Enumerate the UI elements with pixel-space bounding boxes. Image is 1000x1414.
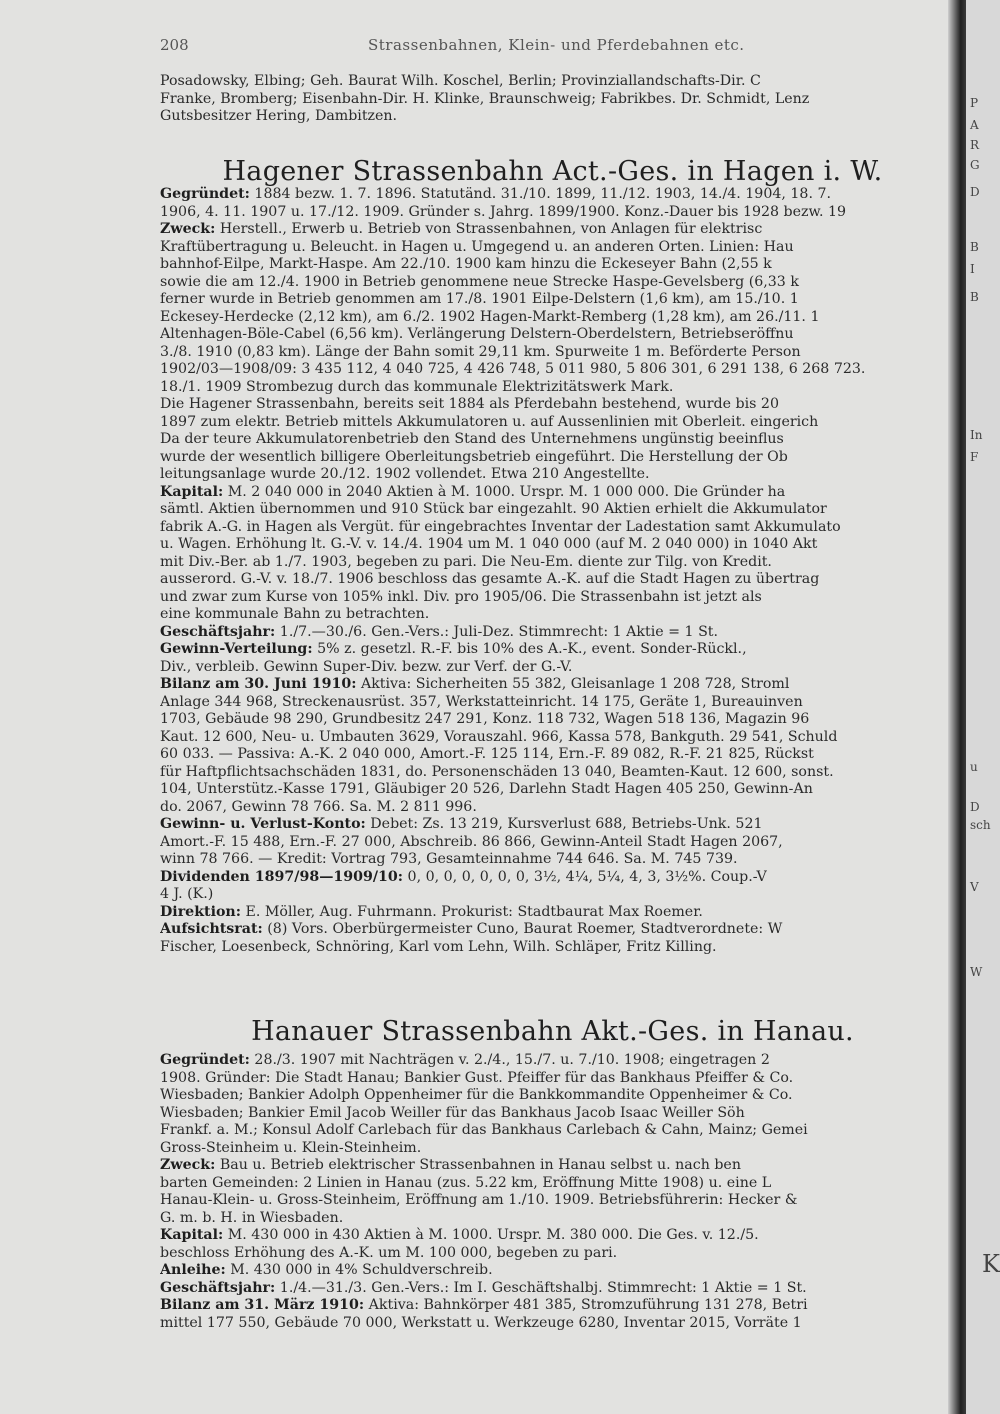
entry-text: do. 2067, Gewinn 78 766. Sa. M. 2 811 996. — [160, 798, 477, 815]
entry-line — [160, 431, 945, 449]
entry-text: Gross-Steinheim u. Klein-Steinheim. — [160, 1139, 422, 1156]
entry-line — [160, 274, 945, 292]
margin-fragment: u — [970, 760, 978, 774]
entry-text: 28./3. 1907 mit Nachträgen v. 2./4., 15./7. u. 7./10. 1908; eingetragen 2 — [249, 1052, 770, 1068]
entry-line — [160, 1315, 945, 1333]
margin-fragment: B — [970, 290, 979, 304]
entry-text: leitungsanlage wurde 20./12. 1902 vollendet. Etwa 210 Angestellte. — [160, 466, 650, 482]
entry-label: Dividenden 1897/98—1909/10: — [160, 868, 404, 885]
entry-text: G. m. b. H. in Wiesbaden. — [160, 1209, 344, 1226]
margin-fragment: A — [970, 118, 979, 132]
entry-text: und zwar zum Kurse von 105% inkl. Div. pro 1905/06. Die Strassenbahn ist jetzt als — [160, 588, 762, 605]
entry-text: Aktiva: Sicherheiten 55 382, Gleisanlage 1 208 728, Stroml — [356, 676, 790, 692]
entry-label: Gegründet: — [160, 1052, 250, 1068]
entry-line — [160, 1157, 945, 1175]
entry-label: Bilanz am 30. Juni 1910: — [160, 676, 357, 692]
entry-text: ferner wurde in Betrieb genommen am 17./8. 1901 Eilpe-Delstern (1,6 km), am 15./10. 1 — [160, 291, 799, 307]
entry-line — [160, 256, 945, 274]
entry-text: E. Möller, Aug. Fuhrmann. Prokurist: Stadtbaurat Max Roemer. — [240, 903, 703, 920]
entry-text: 3./8. 1910 (0,83 km). Länge der Bahn somit 29,11 km. Spurweite 1 m. Beförderte Person — [160, 343, 801, 360]
entry-text: 1908. Gründer: Die Stadt Hanau; Bankier Gust. Pfeiffer für das Bankhaus Pfeiffer & Co. — [160, 1069, 794, 1086]
entry-line — [160, 746, 945, 764]
entry-text: M. 2 040 000 in 2040 Aktien à M. 1000. Urspr. M. 1 000 000. Die Gründer ha — [223, 483, 786, 500]
entry-text: Hanau-Klein- u. Gross-Steinheim, Eröffnung am 1./10. 1909. Betriebsführerin: Hecker & — [160, 1192, 798, 1208]
entry-text: Wiesbaden; Bankier Adolph Oppenheimer für die Bankkommandite Oppenheimer & Co. — [160, 1087, 793, 1103]
entry-label: Zweck: — [160, 221, 216, 237]
entry-text: Altenhagen-Böle-Cabel (6,56 km). Verlängerung Delstern-Oberdelstern, Betriebseröffnu — [160, 326, 794, 342]
entry-text: 60 033. — Passiva: A.-K. 2 040 000, Amort.-F. 125 114, Ern.-F. 89 082, R.-F. 21 825, Rückst — [160, 746, 814, 762]
entry-text: 1906, 4. 11. 1907 u. 17./12. 1909. Gründer s. Jahrg. 1899/1900. Konz.-Dauer bis 1928 bezw. 19 — [160, 203, 847, 220]
entry-text: Div., verbleib. Gewinn Super-Div. bezw. zur Verf. der G.-V. — [160, 658, 573, 675]
entry-line — [160, 676, 945, 694]
entry-text: Wiesbaden; Bankier Emil Jacob Weiller für das Bankhaus Jacob Isaac Weiller Söh — [160, 1104, 745, 1121]
entry-label: Direktion: — [160, 903, 241, 920]
company-entry-hagen — [160, 186, 945, 956]
margin-fragment: In — [970, 428, 983, 442]
entry-line — [160, 606, 945, 624]
entry-line — [160, 1227, 945, 1245]
company-heading-hagen: Hagener Strassenbahn Act.-Ges. in Hagen i. W. — [222, 156, 883, 187]
entry-line — [160, 571, 945, 589]
entry-line — [160, 519, 945, 537]
entry-line — [160, 186, 945, 204]
entry-line — [160, 396, 945, 414]
margin-fragment: I — [970, 262, 975, 276]
entry-line — [160, 1192, 945, 1210]
entry-line — [160, 1140, 945, 1158]
entry-label: Aufsichtsrat: — [160, 921, 263, 937]
intro-paragraph — [160, 73, 945, 126]
entry-text: 1902/03—1908/09: 3 435 112, 4 040 725, 4 426 748, 5 011 980, 5 806 301, 6 291 138, 6 268 723. — [160, 361, 866, 377]
entry-line — [160, 1262, 945, 1280]
entry-line — [160, 1070, 945, 1088]
entry-text: 0, 0, 0, 0, 0, 0, 0, 3½, 4¼, 5¼, 4, 3, 3½%. Coup.-V — [403, 868, 767, 885]
entry-text: 4 J. (K.) — [160, 886, 214, 902]
entry-text: Fischer, Loesenbeck, Schnöring, Karl vom Lehn, Wilh. Schläper, Fritz Killing. — [160, 938, 717, 955]
entry-line — [160, 326, 945, 344]
entry-text: mit Div.-Ber. ab 1./7. 1903, begeben zu pari. Die Neu-Em. diente zur Tilg. von Kredit. — [160, 553, 772, 570]
margin-fragment: W — [970, 965, 983, 979]
entry-line — [160, 694, 945, 712]
entry-text: wurde der wesentlich billigere Oberleitungsbetrieb eingeführt. Die Herstellung der Ob — [160, 448, 788, 465]
company-entry-hanau — [160, 1052, 945, 1332]
page-number: 208 — [160, 36, 189, 54]
entry-line — [160, 624, 945, 642]
intro-line: Franke, Bromberg; Eisenbahn-Dir. H. Klinke, Braunschweig; Fabrikbes. Dr. Schmidt, Lenz — [160, 90, 810, 107]
entry-line — [160, 309, 945, 327]
entry-line — [160, 239, 945, 257]
entry-line — [160, 484, 945, 502]
entry-text: Da der teure Akkumulatorenbetrieb den Stand des Unternehmens ungünstig beeinflus — [160, 431, 784, 447]
entry-text: Bau u. Betrieb elektrischer Strassenbahnen in Hanau selbst u. nach ben — [215, 1157, 741, 1173]
entry-text: 1./4.—31./3. Gen.-Vers.: Im I. Geschäftshalbj. Stimmrecht: 1 Aktie = 1 St. — [275, 1279, 807, 1296]
entry-label: Gegründet: — [160, 186, 250, 202]
entry-line — [160, 1210, 945, 1228]
book-gutter — [948, 0, 966, 1414]
entry-label: Geschäftsjahr: — [160, 623, 276, 640]
entry-line — [160, 939, 945, 957]
entry-line — [160, 1175, 945, 1193]
running-header — [160, 36, 800, 58]
entry-text: bahnhof-Eilpe, Markt-Haspe. Am 22./10. 1900 kam hinzu die Eckeseyer Bahn (2,55 k — [160, 256, 772, 272]
entry-line — [160, 764, 945, 782]
margin-fragment: F — [970, 450, 979, 464]
entry-text: mittel 177 550, Gebäude 70 000, Werkstatt u. Werkzeuge 6280, Inventar 2015, Vorräte 1 — [160, 1314, 802, 1331]
entry-line — [160, 834, 945, 852]
entry-label: Zweck: — [160, 1157, 216, 1173]
entry-text: winn 78 766. — Kredit: Vortrag 793, Gesamteinnahme 744 646. Sa. M. 745 739. — [160, 851, 738, 867]
entry-text: Anlage 344 968, Streckenausrüst. 357, Werkstatteinricht. 14 175, Geräte 1, Bureauinven — [160, 693, 803, 710]
entry-line — [160, 851, 945, 869]
entry-line — [160, 379, 945, 397]
entry-line — [160, 291, 945, 309]
margin-fragment: D — [970, 800, 980, 814]
entry-line — [160, 1052, 945, 1070]
entry-line — [160, 589, 945, 607]
entry-text: 1884 bezw. 1. 7. 1896. Statutänd. 31./10. 1899, 11./12. 1903, 14./4. 1904, 18. 7. — [249, 186, 832, 202]
entry-line — [160, 904, 945, 922]
entry-line — [160, 501, 945, 519]
margin-fragment: sch — [970, 818, 991, 832]
entry-text: Herstell., Erwerb u. Betrieb von Strassenbahnen, von Anlagen für elektrisc — [215, 221, 763, 237]
entry-text: sämtl. Aktien übernommen und 910 Stück bar eingezahlt. 90 Aktien erhielt die Akkumulator — [160, 501, 827, 517]
entry-text: beschloss Erhöhung des A.-K. um M. 100 000, begeben zu pari. — [160, 1244, 618, 1261]
intro-line: Posadowsky, Elbing; Geh. Baurat Wilh. Koschel, Berlin; Provinziallandschafts-Dir. C — [160, 73, 761, 89]
entry-line — [160, 1297, 945, 1315]
entry-line — [160, 1245, 945, 1263]
entry-text: u. Wagen. Erhöhung lt. G.-V. v. 14./4. 1904 um M. 1 040 000 (auf M. 2 040 000) in 1040 Akt — [160, 536, 818, 552]
margin-fragment: R — [970, 138, 980, 152]
entry-line — [160, 659, 945, 677]
entry-line — [160, 781, 945, 799]
entry-label: Geschäftsjahr: — [160, 1279, 276, 1296]
entry-text: 1703, Gebäude 98 290, Grundbesitz 247 291, Konz. 118 732, Wagen 518 136, Magazin 96 — [160, 711, 810, 727]
margin-fragment: D — [970, 185, 980, 199]
entry-text: M. 430 000 in 4% Schuldverschreib. — [225, 1262, 493, 1278]
entry-text: Frankf. a. M.; Konsul Adolf Carlebach für das Bankhaus Carlebach & Cahn, Mainz; Gemei — [160, 1122, 808, 1138]
entry-line — [160, 869, 945, 887]
entry-text: Kraftübertragung u. Beleucht. in Hagen u. Umgegend u. an anderen Orten. Linien: Hau — [160, 238, 794, 255]
entry-label: Kapital: — [160, 1227, 224, 1243]
entry-label: Gewinn- u. Verlust-Konto: — [160, 816, 366, 832]
entry-line — [160, 729, 945, 747]
entry-text: fabrik A.-G. in Hagen als Vergüt. für eingebrachtes Inventar der Ladestation samt Akkumulato — [160, 518, 841, 535]
entry-line — [160, 554, 945, 572]
running-title: Strassenbahnen, Klein- und Pferdebahnen etc. — [368, 36, 745, 54]
entry-line — [160, 1280, 945, 1298]
entry-line — [160, 414, 945, 432]
margin-fragment: B — [970, 240, 979, 254]
entry-text: sowie die am 12./4. 1900 in Betrieb genommene neue Strecke Haspe-Gevelsberg (6,33 k — [160, 273, 799, 290]
entry-text: 104, Unterstütz.-Kasse 1791, Gläubiger 20 526, Darlehn Stadt Hagen 405 250, Gewinn-An — [160, 781, 813, 797]
entry-line — [160, 816, 945, 834]
entry-line — [160, 204, 945, 222]
margin-fragment: G — [970, 158, 980, 172]
entry-label: Gewinn-Verteilung: — [160, 641, 313, 657]
adjacent-page-edge — [966, 0, 1000, 1414]
margin-fragment: K — [982, 1250, 1000, 1278]
entry-line — [160, 641, 945, 659]
entry-text: (8) Vors. Oberbürgermeister Cuno, Baurat Roemer, Stadtverordnete: W — [262, 921, 783, 937]
entry-text: 1897 zum elektr. Betrieb mittels Akkumulatoren u. auf Aussenlinien mit Oberleit. eingerich — [160, 413, 819, 430]
entry-text: barten Gemeinden: 2 Linien in Hanau (zus. 5.22 km, Eröffnung Mitte 1908) u. eine L — [160, 1174, 772, 1191]
entry-line — [160, 886, 945, 904]
entry-text: 18./1. 1909 Strombezug durch das kommunale Elektrizitätswerk Mark. — [160, 378, 674, 395]
entry-text: Die Hagener Strassenbahn, bereits seit 1884 als Pferdebahn bestehend, wurde bis 20 — [160, 396, 779, 412]
entry-text: Amort.-F. 15 488, Ern.-F. 27 000, Abschreib. 86 866, Gewinn-Anteil Stadt Hagen 2067, — [160, 833, 783, 850]
entry-text: 1./7.—30./6. Gen.-Vers.: Juli-Dez. Stimmrecht: 1 Aktie = 1 St. — [275, 623, 719, 640]
entry-line — [160, 466, 945, 484]
margin-fragment: V — [970, 880, 979, 894]
entry-line — [160, 1087, 945, 1105]
entry-line — [160, 799, 945, 817]
entry-line — [160, 921, 945, 939]
entry-text: Eckesey-Herdecke (2,12 km), am 6./2. 1902 Hagen-Markt-Remberg (1,28 km), am 26./11. 1 — [160, 308, 820, 325]
entry-label: Kapital: — [160, 483, 224, 500]
entry-text: Aktiva: Bahnkörper 481 385, Stromzuführung 131 278, Betri — [364, 1297, 808, 1313]
entry-label: Anleihe: — [160, 1262, 226, 1278]
entry-line — [160, 449, 945, 467]
entry-text: 5% z. gesetzl. R.-F. bis 10% des A.-K., event. Sonder-Rückl., — [312, 641, 747, 657]
entry-text: eine kommunale Bahn zu betrachten. — [160, 606, 430, 622]
entry-line — [160, 344, 945, 362]
entry-line — [160, 221, 945, 239]
margin-fragment: P — [970, 96, 979, 110]
entry-text: ausserord. G.-V. v. 18./7. 1906 beschloss das gesamte A.-K. auf die Stadt Hagen zu übertrag — [160, 571, 820, 587]
entry-line — [160, 1105, 945, 1123]
entry-line — [160, 361, 945, 379]
entry-text: M. 430 000 in 430 Aktien à M. 1000. Urspr. M. 380 000. Die Ges. v. 12./5. — [223, 1227, 759, 1243]
entry-line — [160, 1122, 945, 1140]
company-heading-hanau: Hanauer Strassenbahn Akt.-Ges. in Hanau. — [251, 1016, 854, 1047]
entry-line — [160, 711, 945, 729]
entry-text: für Haftpflichtsachschäden 1831, do. Personenschäden 13 040, Beamten-Kaut. 12 600, sonst. — [160, 763, 834, 780]
entry-text: Kaut. 12 600, Neu- u. Umbauten 3629, Vorauszahl. 966, Kassa 578, Bankguth. 29 541, Schuld — [160, 728, 838, 745]
intro-line: Gutsbesitzer Hering, Dambitzen. — [160, 108, 398, 124]
entry-line — [160, 536, 945, 554]
entry-label: Bilanz am 31. März 1910: — [160, 1297, 365, 1313]
entry-text: Debet: Zs. 13 219, Kursverlust 688, Betriebs-Unk. 521 — [365, 816, 763, 832]
